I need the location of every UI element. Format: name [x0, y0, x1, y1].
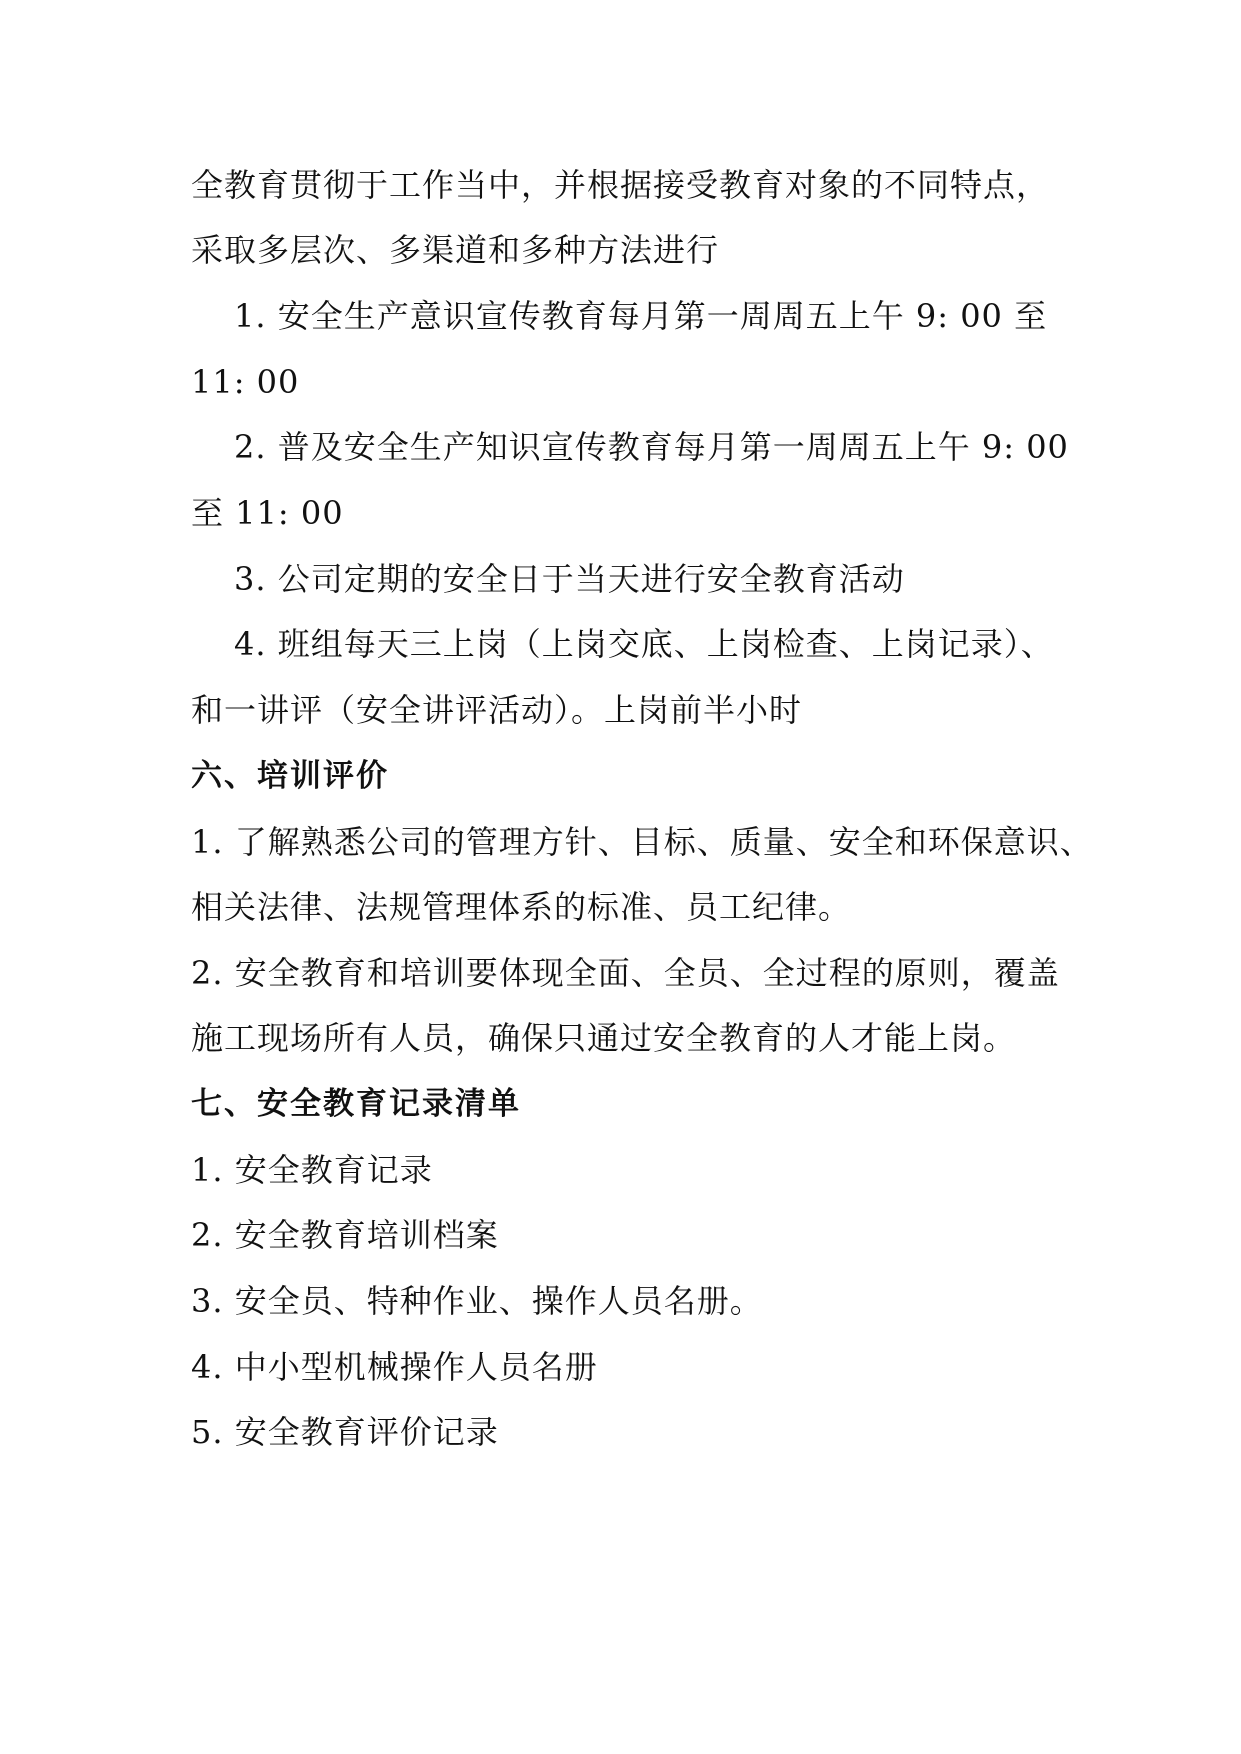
schedule-item-3: 3. 公司定期的安全日于当天进行安全教育活动	[234, 560, 905, 598]
intro-line-2: 采取多层次、多渠道和多种方法进行	[191, 231, 720, 269]
schedule-item-4-line-2: 和一讲评（安全讲评活动）。上岗前半小时	[191, 691, 803, 729]
section-7-heading: 七、安全教育记录清单	[191, 1086, 521, 1122]
section-6-item-1-line-1: 1. 了解熟悉公司的管理方针、目标、质量、安全和环保意识、	[191, 823, 1093, 861]
section-6-item-2-line-1: 2. 安全教育和培训要体现全面、全员、全过程的原则，覆盖	[191, 954, 1060, 992]
section-6-item-2-line-2: 施工现场所有人员，确保只通过安全教育的人才能上岗。	[191, 1019, 1017, 1057]
schedule-item-1-line-1: 1. 安全生产意识宣传教育每月第一周周五上午 9: 00 至	[234, 297, 1048, 335]
section-7-item-5: 5. 安全教育评价记录	[191, 1413, 499, 1451]
schedule-item-2-line-2: 至 11: 00	[191, 494, 344, 532]
intro-line-1: 全教育贯彻于工作当中，并根据接受教育对象的不同特点，	[191, 166, 1050, 204]
section-7-item-3: 3. 安全员、特种作业、操作人员名册。	[191, 1282, 763, 1320]
schedule-item-4-line-1: 4. 班组每天三上岗（上岗交底、上岗检查、上岗记录）、	[234, 625, 1054, 663]
schedule-item-1-line-2: 11: 00	[191, 363, 300, 401]
section-7-item-1: 1. 安全教育记录	[191, 1151, 433, 1189]
section-6-heading: 六、培训评价	[191, 758, 389, 794]
section-6-item-1-line-2: 相关法律、法规管理体系的标准、员工纪律。	[191, 888, 852, 926]
schedule-item-2-line-1: 2. 普及安全生产知识宣传教育每月第一周周五上午 9: 00	[234, 428, 1069, 466]
section-7-item-4: 4. 中小型机械操作人员名册	[191, 1348, 598, 1386]
section-7-item-2: 2. 安全教育培训档案	[191, 1216, 499, 1254]
